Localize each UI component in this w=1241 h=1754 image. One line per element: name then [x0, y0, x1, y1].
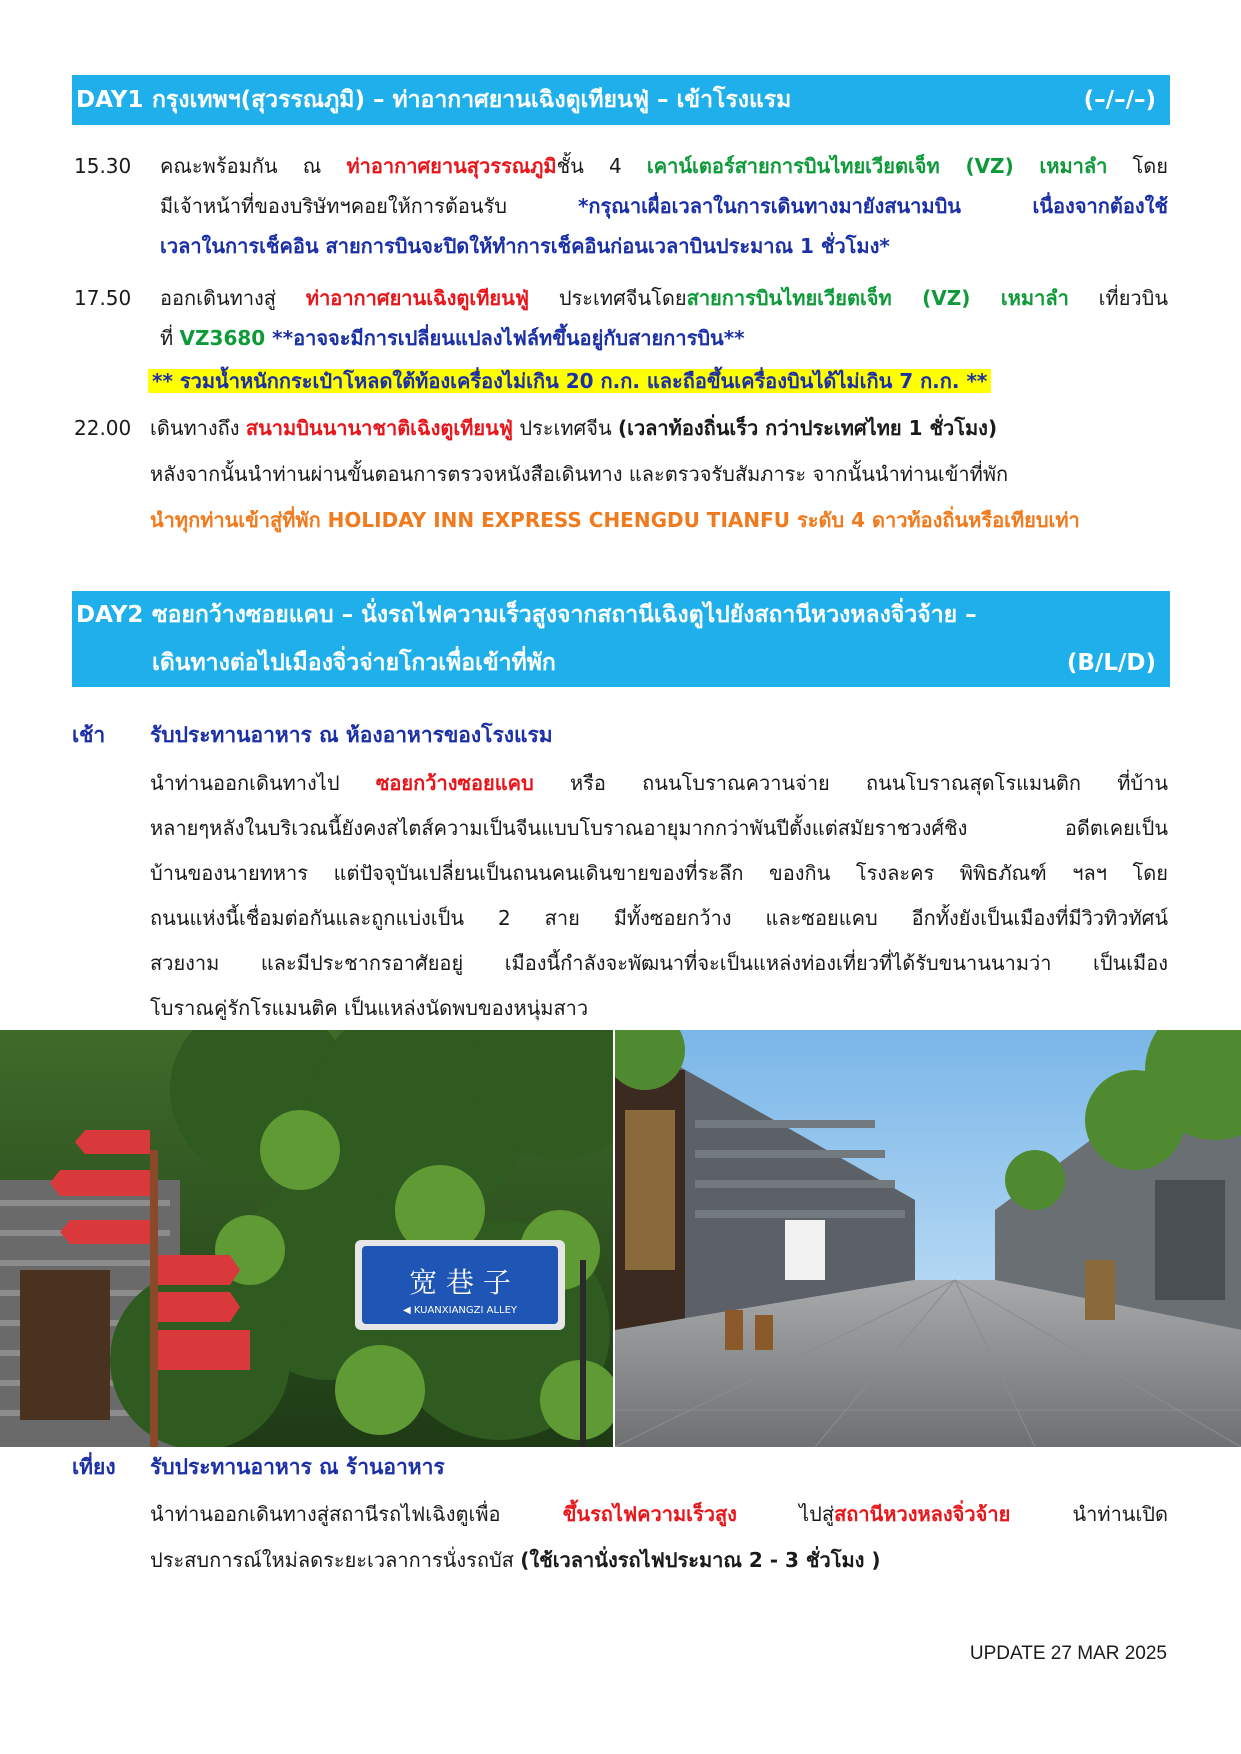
noon-meal: รับประทานอาหาร ณ ร้านอาหาร — [150, 1455, 445, 1479]
noon-label: เที่ยง — [72, 1455, 116, 1479]
day1-line-4: ออกเดินทางสู่ ท่าอากาศยานเฉิงตูเทียนฟู่ ประเทศจีนโดยสายการบินไทยเวียตเจ็ท (VZ) เหมาลำ เที่ยวบิน — [160, 286, 1169, 310]
day1-title: กรุงเทพฯ(สุวรรณภูมิ) – ท่าอากาศยานเฉิงตูเทียนฟู่ – เข้าโรงแรม — [152, 87, 792, 113]
photo-kuanxiangzi-sign — [0, 1030, 613, 1447]
morning-label: เช้า — [72, 723, 106, 747]
sign-main-text: 宽 巷 子 — [409, 1266, 511, 1299]
day1-line-3: เวลาในการเช็คอิน สายการบินจะปิดให้ทำการเช็คอินก่อนเวลาบินประมาณ 1 ชั่วโมง* — [160, 234, 890, 258]
street-photo-illustration — [615, 1030, 1241, 1447]
time-1750: 17.50 — [74, 286, 132, 310]
day1-line-8: หลังจากนั้นนำท่านผ่านขั้นตอนการตรวจหนังสือเดินทาง และตรวจรับสัมภาระ จากนั้นนำท่านเข้าที่พัก — [150, 462, 1009, 486]
hotel-line: นำทุกท่านเข้าสู่ที่พัก HOLIDAY INN EXPRESS CHENGDU TIANFU ระดับ 4 ดาวท้องถิ่นหรือเทียบเท่า — [150, 508, 1080, 532]
day2-header — [72, 591, 1170, 687]
sign-photo-illustration — [0, 1030, 613, 1447]
photo-alley-street — [615, 1030, 1241, 1447]
day2-noon-para-2: ประสบการณ์ใหม่ลดระยะเวลาการนั่งรถบัส (ใช้เวลานั่งรถไฟประมาณ 2 - 3 ชั่วโมง ) — [150, 1548, 881, 1572]
day2-label: DAY2 — [76, 602, 144, 628]
day2-para-3: บ้านของนายทหาร แต่ปัจจุบันเปลี่ยนเป็นถนนคนเดินขายของที่ระลึก ของกิน โรงละคร พิพิธภัณฑ์ ฯลฯ โดย — [150, 861, 1168, 885]
update-footer: UPDATE 27 MAR 2025 — [969, 1643, 1167, 1664]
day1-line-1: คณะพร้อมกัน ณ ท่าอากาศยานสุวรรณภูมิชั้น 4 เคาน์เตอร์สายการบินไทยเวียตเจ็ท (VZ) เหมาลำ โดย — [160, 154, 1168, 178]
day1-header — [72, 75, 1170, 125]
day2-noon-para-1: นำท่านออกเดินทางสู่สถานีรถไฟเฉิงตูเพื่อ ขึ้นรถไฟความเร็วสูง ไปสู่สถานีหวงหลงจิ่วจ้าย นำท่านเปิด — [150, 1502, 1168, 1526]
day2-para-5: สวยงาม และมีประชากรอาศัยอยู่ เมืองนี้กำลังจะพัฒนาที่จะเป็นแหล่งท่องเที่ยวที่ได้รับขนานนามว่า เป็นเมือง — [150, 951, 1168, 975]
day2-title-line1: ซอยกว้างซอยแคบ – นั่งรถไฟความเร็วสูงจากสถานีเฉิงตูไปยังสถานีหวงหลงจิ่วจ้าย – — [152, 602, 977, 628]
day2-para-1: นำท่านออกเดินทางไป ซอยกว้างซอยแคบ หรือ ถนนโบราณควานจ่าย ถนนโบราณสุดโรแมนติก ที่บ้าน — [150, 771, 1168, 795]
time-1530: 15.30 — [74, 154, 132, 178]
day1-line-5: ที่ VZ3680 **อาจจะมีการเปลี่ยนแปลงไฟล์ทขึ้นอยู่กับสายการบิน** — [160, 326, 745, 350]
time-2200: 22.00 — [74, 416, 132, 440]
day2-title-line2: เดินทางต่อไปเมืองจิ่วจ่ายโกวเพื่อเข้าที่พัก — [152, 650, 556, 676]
day1-line-2: มีเจ้าหน้าที่ของบริษัทฯคอยให้การต้อนรับ *กรุณาเผื่อเวลาในการเดินทางมายังสนามบิน เนื่องจากต้องใช้ — [160, 194, 1168, 218]
day1-label: DAY1 — [76, 87, 144, 113]
baggage-note: ** รวมน้ำหนักกระเป๋าโหลดใต้ท้องเครื่องไม่เกิน 20 ก.ก. และถือขึ้นเครื่องบินได้ไม่เกิน 7 ก.ก. ** — [148, 362, 991, 400]
day2-para-4: ถนนแห่งนี้เชื่อมต่อกันและถูกแบ่งเป็น 2 สาย มีทั้งซอยกว้าง และซอยแคบ อีกทั้งยังเป็นเมืองที่มีวิวทิวทัศน์ — [150, 906, 1168, 930]
sign-sub-text: ◀ KUANXIANGZI ALLEY — [402, 1305, 518, 1316]
day2-meals: (B/L/D) — [1066, 650, 1156, 676]
day1-meals: (–/–/–) — [1083, 87, 1156, 113]
day2-para-6: โบราณคู่รักโรแมนติค เป็นแหล่งนัดพบของหนุ่มสาว — [150, 996, 589, 1020]
day2-para-2: หลายๆหลังในบริเวณนี้ยังคงสไตส์ความเป็นจีนแบบโบราณอายุมากกว่าพันปีตั้งแต่สมัยราชวงศ์ชิง อดีตเคยเป็น — [150, 816, 1168, 840]
day1-line-7: เดินทางถึง สนามบินนานาชาติเฉิงตูเทียนฟู่ ประเทศจีน (เวลาท้องถิ่นเร็ว กว่าประเทศไทย 1 ชั่วโมง) — [150, 416, 998, 440]
morning-meal: รับประทานอาหาร ณ ห้องอาหารของโรงแรม — [150, 723, 553, 747]
